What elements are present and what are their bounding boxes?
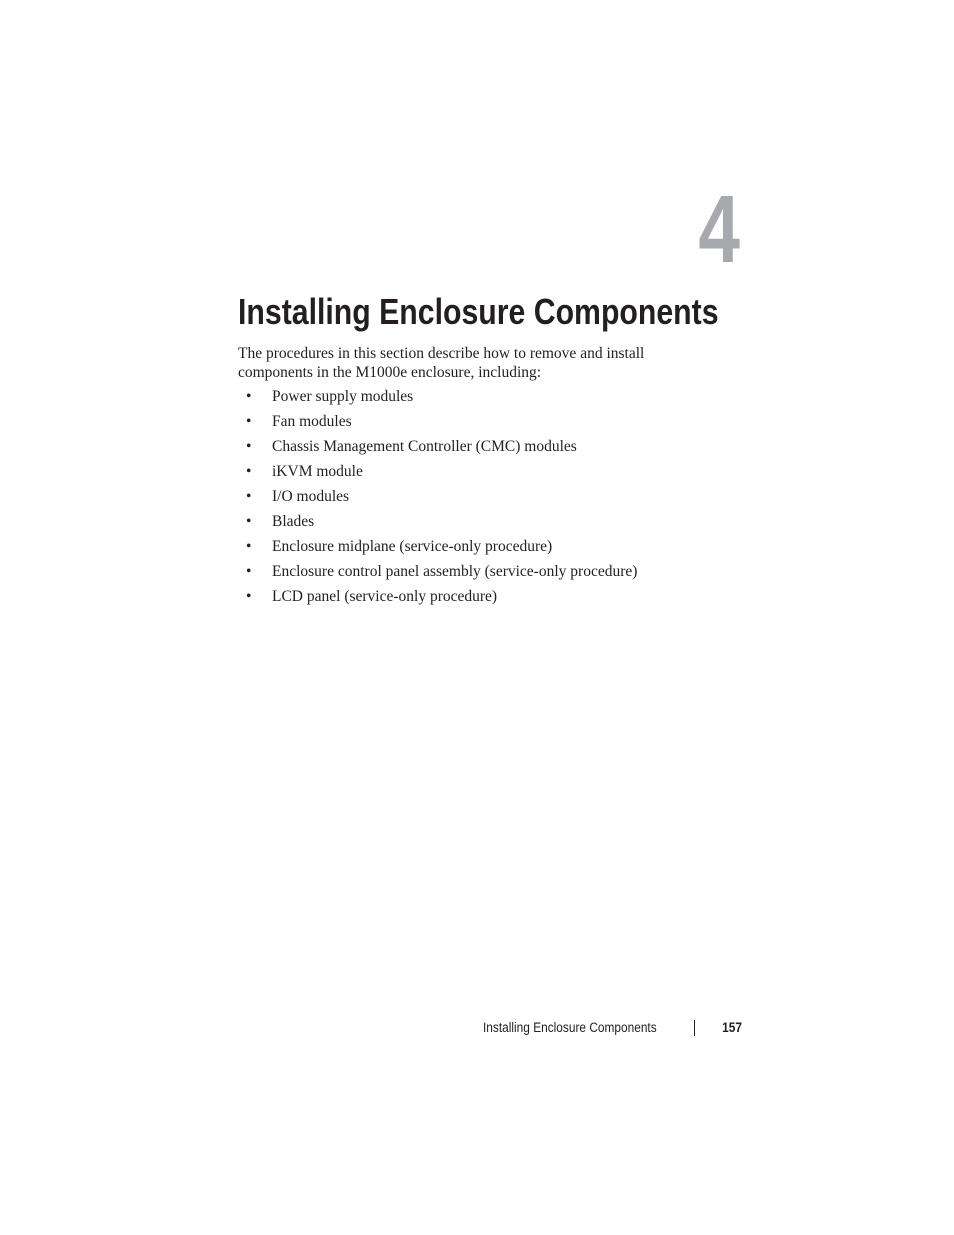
component-list — [238, 386, 637, 611]
list-item — [238, 561, 637, 586]
list-item-text: Enclosure control panel assembly (service-only procedure) — [272, 563, 638, 580]
list-item — [238, 386, 637, 411]
intro-paragraph: The procedures in this section describe how to remove and install components in the M1000e enclosure, including: — [238, 345, 645, 381]
list-item — [238, 536, 637, 561]
list-item-text: Blades — [272, 513, 315, 530]
list-item — [238, 461, 637, 486]
bullet-icon: • — [246, 513, 252, 530]
bullet-icon: • — [246, 538, 252, 555]
footer-separator — [694, 1020, 695, 1036]
list-item-text: Enclosure midplane (service-only procedure) — [272, 538, 553, 555]
list-item-text: Chassis Management Controller (CMC) modules — [272, 438, 577, 455]
chapter-title: Installing Enclosure Components — [238, 291, 719, 332]
list-item — [238, 436, 637, 461]
list-item-text: iKVM module — [272, 463, 363, 480]
bullet-icon: • — [246, 413, 252, 430]
bullet-icon: • — [246, 463, 252, 480]
footer-chapter-label: Installing Enclosure Components — [483, 1020, 657, 1035]
bullet-icon: • — [246, 388, 252, 405]
list-item — [238, 411, 637, 436]
bullet-icon: • — [246, 563, 252, 580]
list-item — [238, 586, 637, 611]
bullet-icon: • — [246, 438, 252, 455]
list-item — [238, 486, 637, 511]
list-item — [238, 511, 637, 536]
bullet-icon: • — [246, 588, 252, 605]
list-item-text: I/O modules — [272, 488, 350, 505]
bullet-icon: • — [246, 488, 252, 505]
list-item-text: LCD panel (service-only procedure) — [272, 588, 498, 605]
chapter-number: 4 — [698, 176, 740, 283]
list-item-text: Fan modules — [272, 413, 352, 430]
page-number: 157 — [722, 1020, 742, 1035]
list-item-text: Power supply modules — [272, 388, 414, 405]
